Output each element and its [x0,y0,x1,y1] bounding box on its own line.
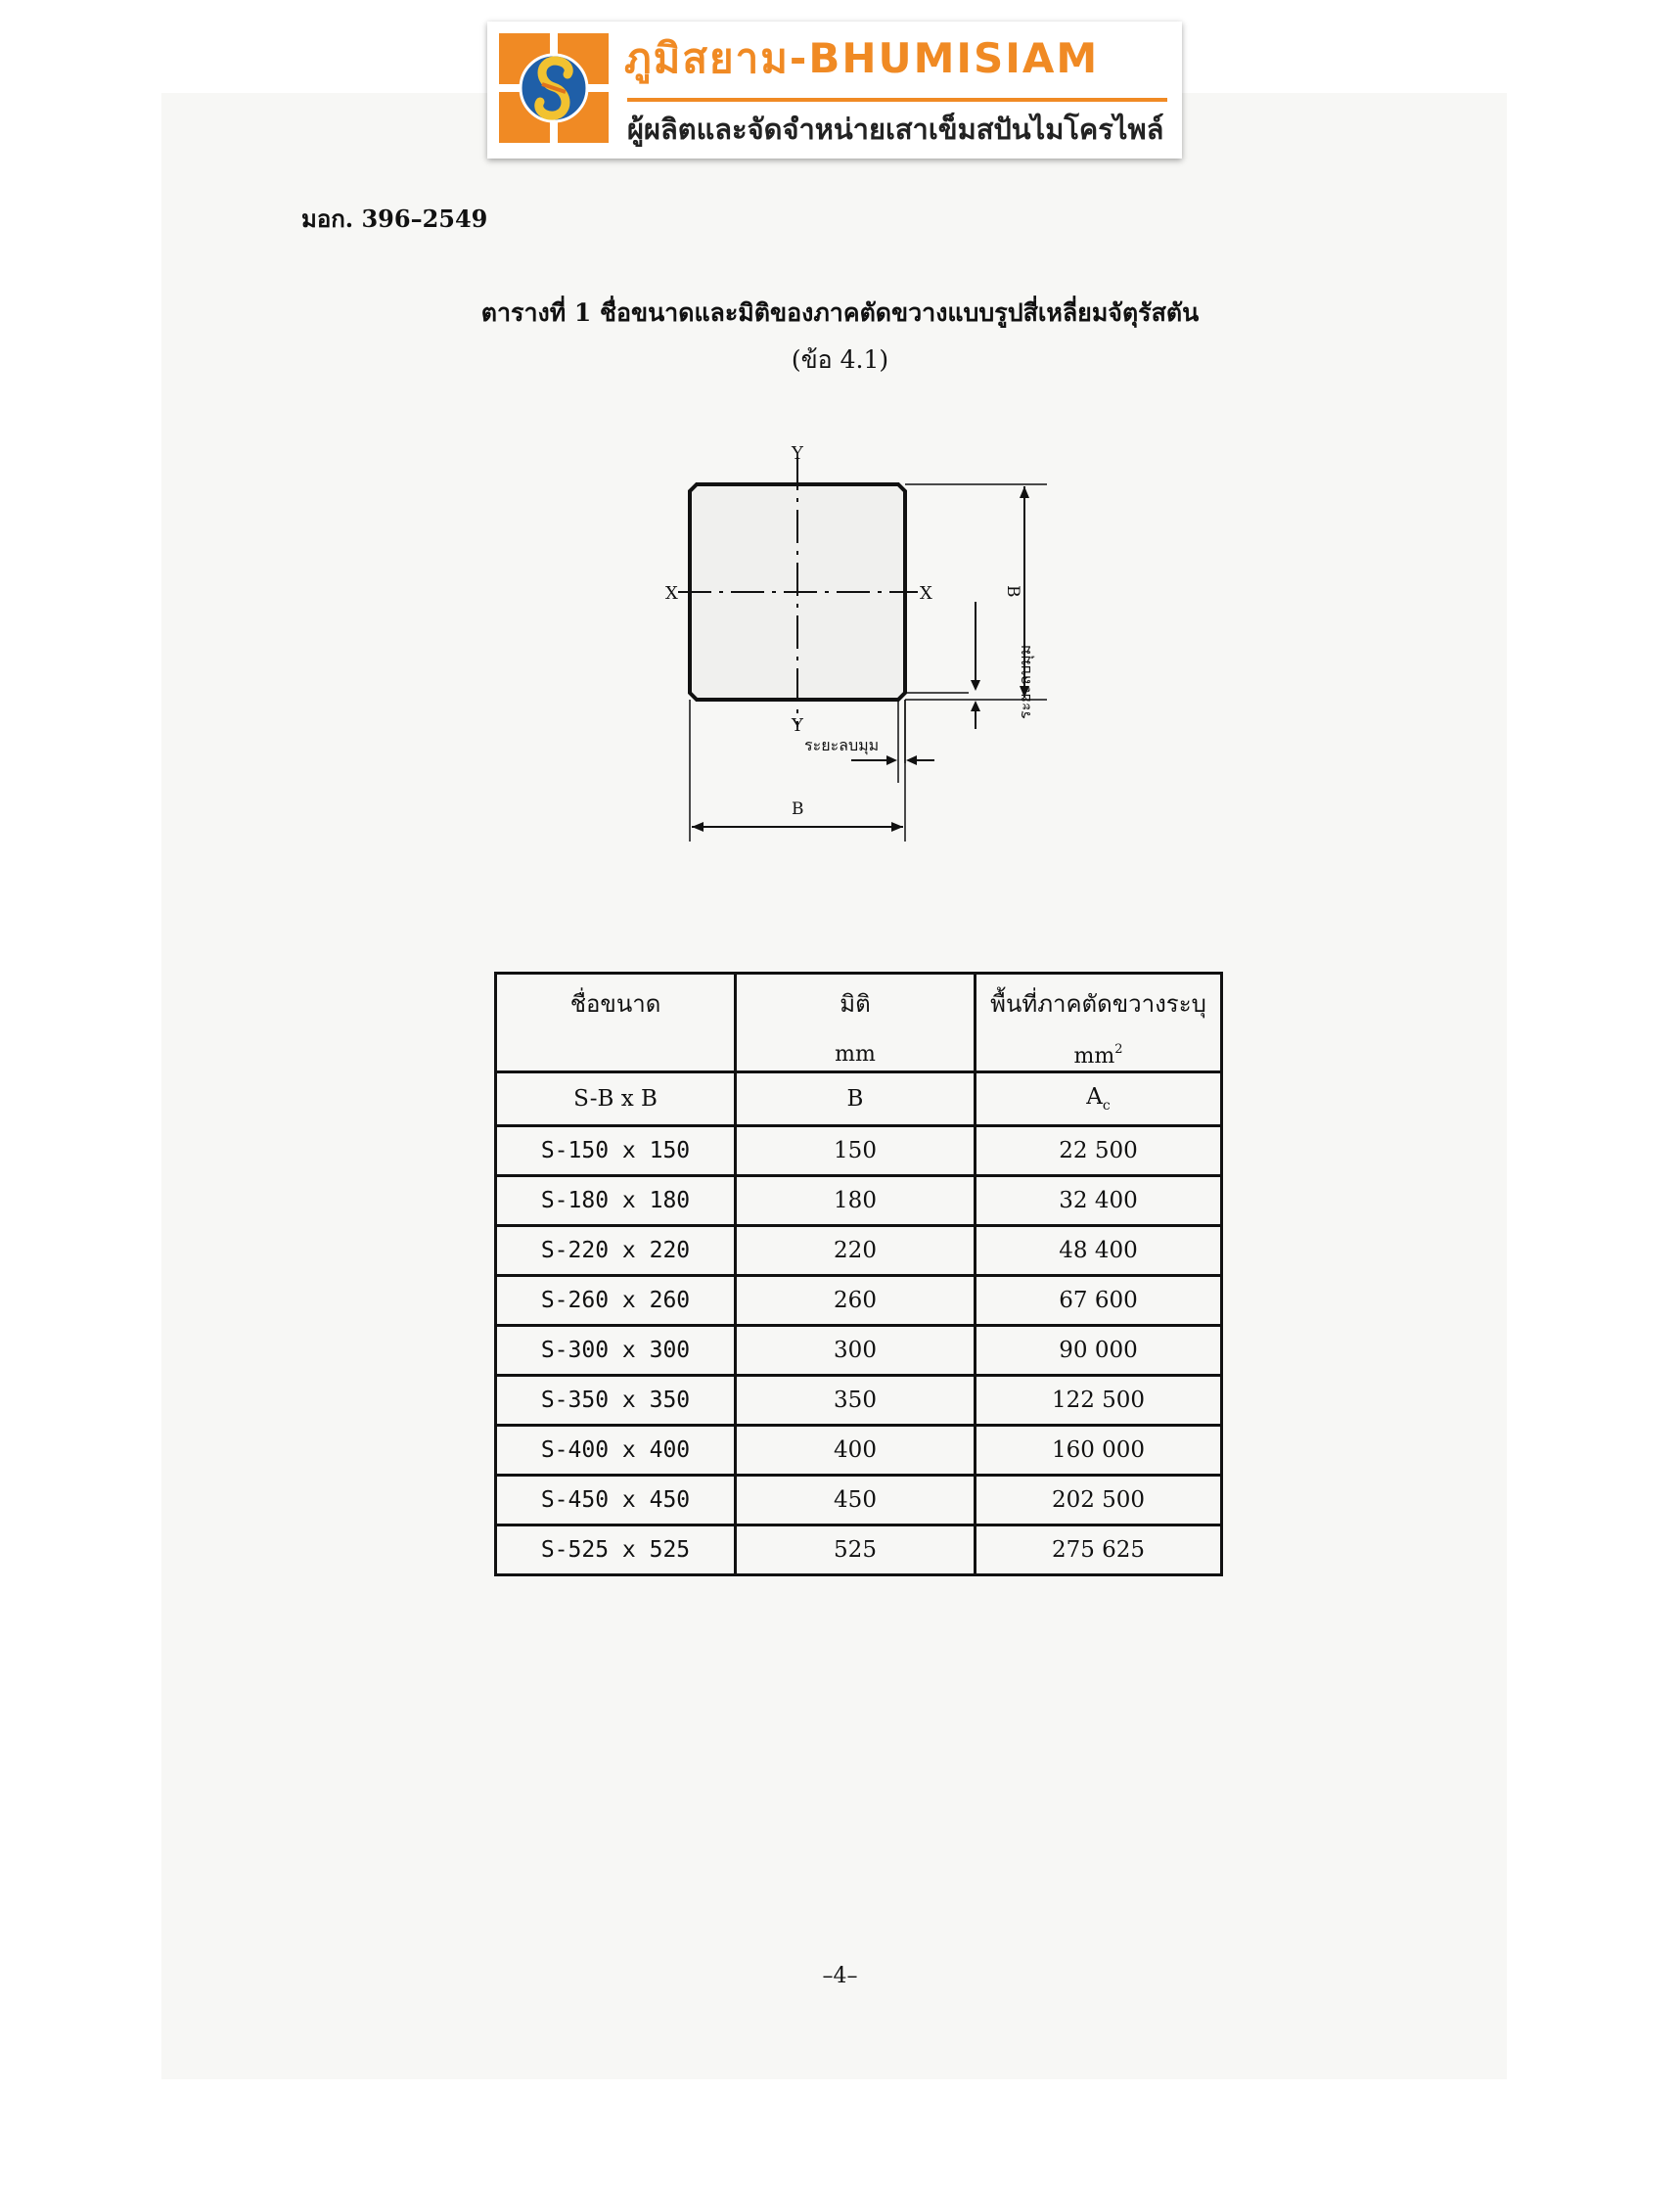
company-banner [487,22,1182,159]
company-logo [499,33,609,143]
symbol-dimension: B [736,1072,976,1126]
table-row [496,1525,1222,1575]
symbol-area-subscript: c [1102,1098,1111,1114]
cell-size-name: S-150 x 150 [496,1126,736,1176]
label-x-left: X [665,583,678,604]
label-b-bottom: B [792,799,804,819]
cell-size-name: S-180 x 180 [496,1176,736,1226]
label-y-top: Y [792,443,803,464]
table-row [496,1176,1222,1226]
cell-area: 32 400 [976,1176,1222,1226]
label-b-right: B [1003,585,1022,598]
table-row [496,1326,1222,1376]
label-chamfer-vertical: ระยะลบมุม [1016,644,1034,719]
table-row [496,1276,1222,1326]
table-subtitle: (ข้อ 4.1) [791,345,889,374]
table-row [496,1226,1222,1276]
symbol-area-base: A [1086,1084,1103,1110]
cell-dimension: 525 [736,1525,976,1575]
cell-area: 48 400 [976,1226,1222,1276]
cell-size-name: S-220 x 220 [496,1226,736,1276]
cell-area: 122 500 [976,1376,1222,1426]
table-row [496,1126,1222,1176]
cell-area: 67 600 [976,1276,1222,1326]
cell-size-name: S-450 x 450 [496,1476,736,1525]
header-size-name [496,974,736,1072]
cell-size-name: S-400 x 400 [496,1426,736,1476]
header-area-unit-base: mm [1073,1044,1115,1069]
header-dimension-label: มิติ [840,990,871,1018]
page-number: –4– [822,1964,858,1988]
cell-dimension: 260 [736,1276,976,1326]
cell-area: 275 625 [976,1525,1222,1575]
cell-area: 90 000 [976,1326,1222,1376]
standard-code: มอก. 396–2549 [301,205,488,233]
label-chamfer-horizontal: ระยะลบมุม [804,736,880,754]
cell-area: 22 500 [976,1126,1222,1176]
cell-dimension: 450 [736,1476,976,1525]
cell-size-name: S-300 x 300 [496,1326,736,1376]
dimensions-table [494,972,1223,1576]
table-symbol-row [496,1072,1222,1126]
banner-divider [627,98,1167,102]
header-dimension-unit: mm [835,1042,876,1067]
symbol-size-name: S-B x B [496,1072,736,1126]
cell-area: 202 500 [976,1476,1222,1525]
cell-area: 160 000 [976,1426,1222,1476]
cell-size-name: S-525 x 525 [496,1525,736,1575]
cell-size-name: S-260 x 260 [496,1276,736,1326]
table-row [496,1426,1222,1476]
cell-dimension: 220 [736,1226,976,1276]
header-area [976,974,1222,1072]
table-title: ตารางที่ 1 ชื่อขนาดและมิติของภาคตัดขวางแบบรูปสี่เหลี่ยมจัตุรัสตัน [480,298,1200,327]
cell-dimension: 350 [736,1376,976,1426]
cell-dimension: 150 [736,1126,976,1176]
label-x-right: X [920,583,932,604]
label-y-bottom: Y [792,715,803,736]
table-row [496,1476,1222,1525]
cell-dimension: 180 [736,1176,976,1226]
header-area-label: พื้นที่ภาคตัดขวางระบุ [990,990,1206,1018]
cross-section-diagram [646,435,1057,856]
cell-dimension: 400 [736,1426,976,1476]
header-area-unit-exponent: 2 [1114,1042,1123,1057]
cell-size-name: S-350 x 350 [496,1376,736,1426]
brand-name: ภูมิสยาม-BHUMISIAM [624,34,1100,82]
table-header-row [496,974,1222,1072]
header-area-unit [976,1042,1220,1069]
header-dimension [736,974,976,1072]
header-size-name-label: ชื่อขนาด [569,990,661,1018]
brand-tagline: ผู้ผลิตและจัดจำหน่ายเสาเข็มสปันไมโครไพล์ [627,113,1164,146]
table-row [496,1376,1222,1426]
cell-dimension: 300 [736,1326,976,1376]
symbol-area [976,1072,1222,1126]
